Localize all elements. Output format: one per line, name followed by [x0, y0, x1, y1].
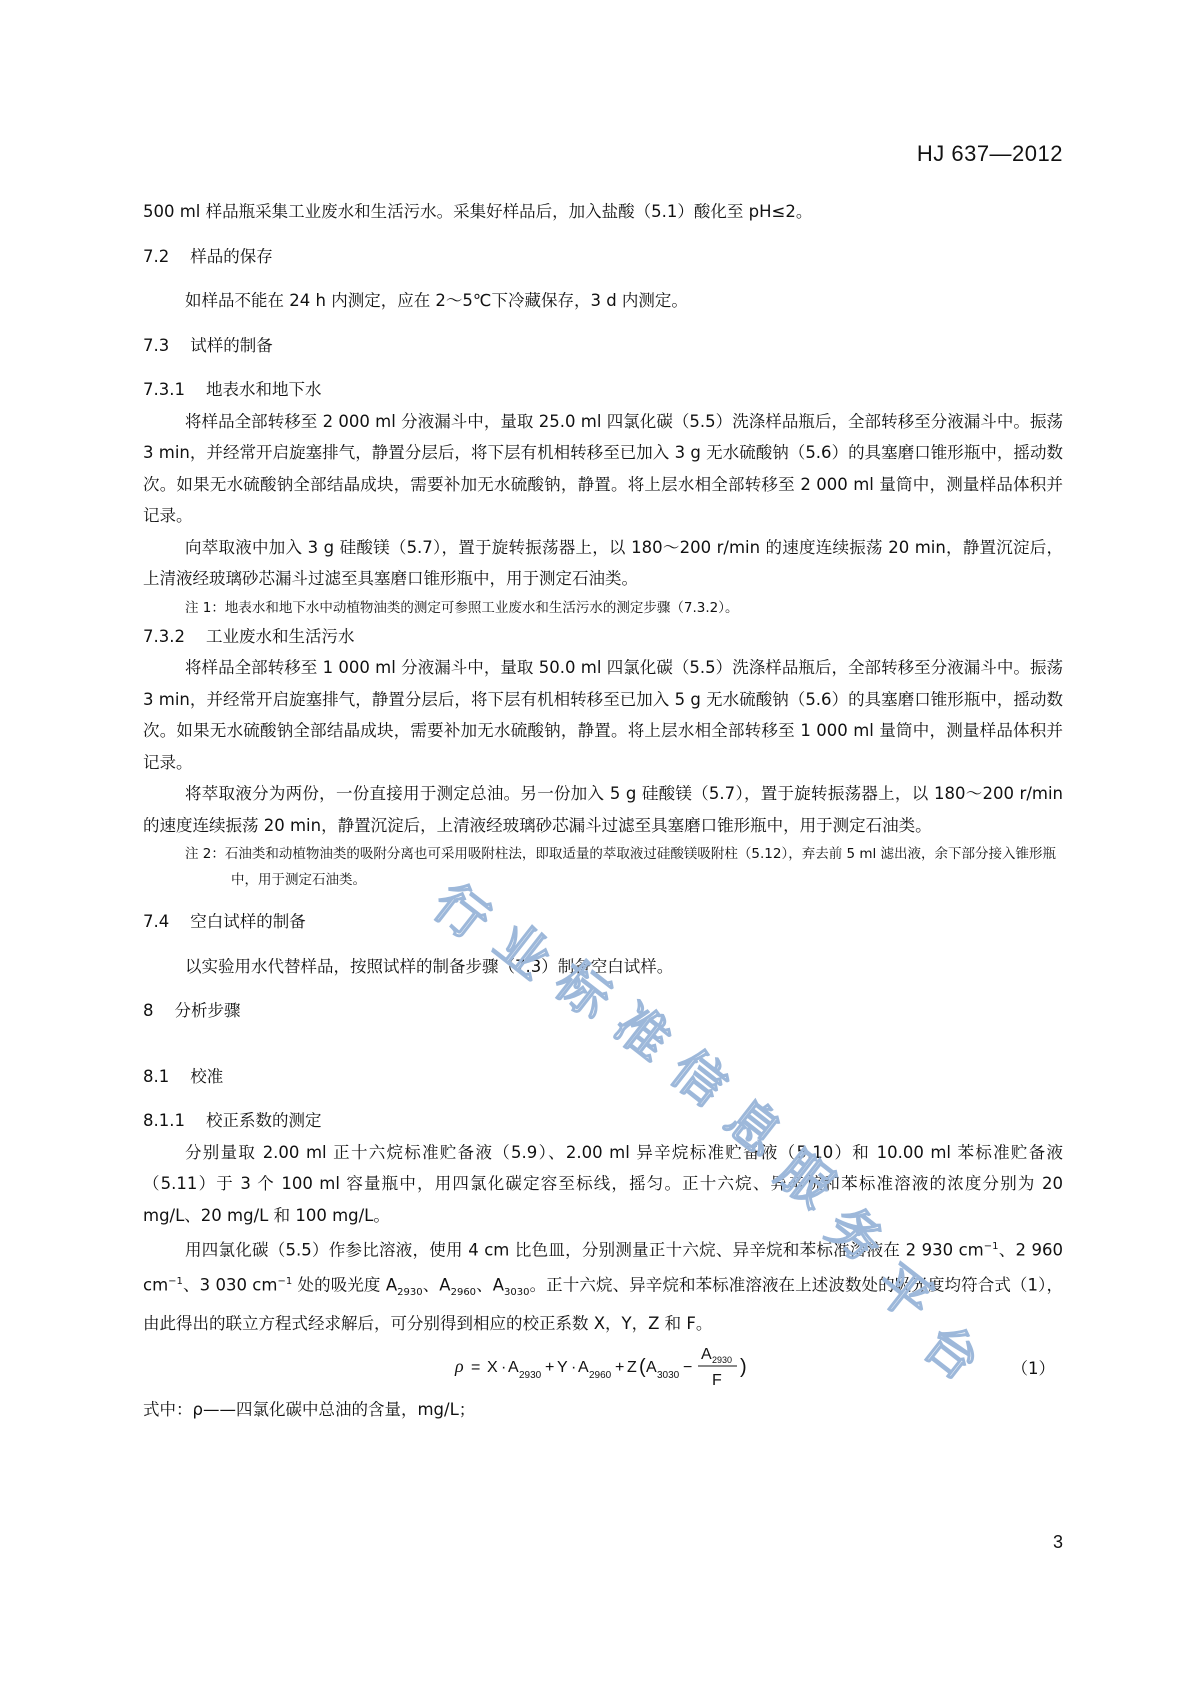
paragraph-7-2: 如样品不能在 24 h 内测定，应在 2～5℃下冷藏保存，3 d 内测定。: [185, 291, 688, 310]
section-number: 7.2: [143, 246, 170, 266]
section-7-3-heading: [143, 330, 1063, 362]
svg-text:·: ·: [501, 1358, 507, 1376]
section-title: 样品的保存: [190, 246, 273, 266]
watermark-char: 息: [713, 1087, 792, 1168]
svg-text:ρ: ρ: [455, 1355, 464, 1376]
section-title: 分析步骤: [174, 1001, 241, 1020]
svg-text:2930: 2930: [712, 1354, 733, 1365]
svg-text:A: A: [578, 1358, 589, 1376]
section-7-4-heading: [143, 906, 1063, 938]
svg-text:=: =: [471, 1358, 481, 1376]
watermark-char: 服: [765, 1140, 844, 1220]
section-number: 7.3: [143, 335, 170, 355]
section-8-1-heading: [143, 1061, 1063, 1093]
note-2: 注 2：石油类和动植物油类的吸附分离也可采用吸附柱法，即取适量的萃取液过硅酸镁吸附柱（5.12），弃去前 5 ml 滤出液，余下部分接入锥形瓶中，用于测定石油类。: [185, 846, 1057, 888]
section-7-3-2-heading: [143, 621, 1063, 653]
equation-number: （1）: [1011, 1358, 1055, 1378]
watermark-char: 标: [543, 951, 622, 1031]
svg-text:2960: 2960: [589, 1369, 612, 1381]
paragraph-7-3-1-a: 将样品全部转移至 2 000 ml 分液漏斗中，量取 25.0 ml 四氯化碳（5.5）洗涤样品瓶后，全部转移至分液漏斗中。振荡 3 min，并经常开启旋塞排气，静置分层后，将下层有机相转移至已加入 3 g 无水硫酸钠（5.6）的具塞磨口锥形瓶中，摇动数次。如果无水硫酸钠全部结晶成块，需要补加无水硫酸钠，静置。将上层水相全部转移至 2 000 ml 量筒中，测量样品体积并记录。: [143, 411, 1063, 525]
svg-text:Y: Y: [557, 1358, 568, 1376]
svg-text:A: A: [701, 1345, 712, 1363]
watermark-char: 信: [659, 1038, 738, 1119]
page-number: 3: [1052, 1532, 1063, 1552]
svg-text:−: −: [683, 1358, 693, 1376]
section-title: 试样的制备: [190, 335, 273, 355]
section-title: 地表水和地下水: [205, 380, 322, 399]
section-number: 7.3.2: [143, 626, 185, 646]
paragraph-7-3-2-a: 将样品全部转移至 1 000 ml 分液漏斗中，量取 50.0 ml 四氯化碳（5.5）洗涤样品瓶后，全部转移至分液漏斗中。振荡 3 min，并经常开启旋塞排气，静置分层后，将下层有机相转移至已加入 5 g 无水硫酸钠（5.6）的具塞磨口锥形瓶中，摇动数次。如果无水硫酸钠全部结晶成块，需要补加无水硫酸钠，静置。将上层水相全部转移至 1 000 ml 量筒中，测量样品体积并记录。: [143, 658, 1063, 772]
watermark-char: 行: [421, 872, 500, 953]
watermark-char: 准: [602, 993, 681, 1073]
paragraph-8-1-1-b: 用四氯化碳（5.5）作参比溶液，使用 4 cm 比色皿，分别测量正十六烷、异辛烷和苯标准溶液在 2 930 $cm^{-1}$、2 960 $cm^{-1}$、3 030 $cm^{-1}$ 处的吸光度 $A_{2930}$、$A_{2960}$、$A_{3030}$。正十六烷、异辛烷和苯标准溶液在上述波数处的吸光度均符合式（1），由此得出的联立方程式经求解后，可分别得到相应的校正系数 X，Y，Z 和 F。: [143, 1240, 1063, 1334]
paragraph-8-1-1-a: 分别量取 2.00 ml 正十六烷标准贮备液（5.9）、2.00 ml 异辛烷标准贮备液（5.10）和 10.00 ml 苯标准贮备液（5.11）于 3 个 100 ml 容量瓶中，用四氯化碳定容至标线，摇匀。正十六烷、异辛烷和苯标准溶液的浓度分别为 20 mg/L、20 mg/L 和 100 mg/L。: [143, 1142, 1063, 1225]
section-number: 7.3.1: [143, 380, 185, 399]
svg-text:·: ·: [571, 1358, 577, 1376]
paragraph-7-3-2-b: 将萃取液分为两份，一份直接用于测定总油。另一份加入 5 g 硅酸镁（5.7），置于旋转振荡器上，以 180～200 r/min 的速度连续振荡 20 min，静置沉淀后，上清液经玻璃砂芯漏斗过滤至具塞磨口锥形瓶中，用于测定石油类。: [143, 784, 1063, 835]
section-title: 工业废水和生活污水: [205, 626, 355, 646]
watermark-char: 平: [864, 1253, 943, 1334]
watermark-char: 业: [483, 911, 562, 991]
standard-code: HJ 637—2012: [916, 141, 1063, 166]
section-number: 8.1.1: [143, 1111, 185, 1130]
document-body: [143, 196, 1063, 1425]
svg-text:+: +: [615, 1358, 625, 1376]
svg-text:X: X: [487, 1358, 498, 1376]
section-title: 空白试样的制备: [190, 912, 306, 931]
note-1: 注 1：地表水和地下水中动植物油类的测定可参照工业废水和生活污水的测定步骤（7.3.2）。: [185, 599, 739, 616]
svg-text:): ): [740, 1355, 747, 1378]
paragraph-7-3-1-b: 向萃取液中加入 3 g 硅酸镁（5.7），置于旋转振荡器上，以 180～200 r/min 的速度连续振荡 20 min，静置沉淀后，上清液经玻璃砂芯漏斗过滤至具塞磨口锥形瓶中，用于测定石油类。: [143, 537, 1063, 588]
svg-text:(: (: [639, 1355, 646, 1378]
equation-formula: [453, 1342, 793, 1394]
section-8-heading: [143, 995, 1063, 1027]
section-number: 8: [143, 1001, 154, 1020]
paragraph-continued: 500 ml 样品瓶采集工业废水和生活污水。采集好样品后，加入盐酸（5.1）酸化至 pH≤2。: [143, 202, 813, 221]
section-title: 校准: [190, 1066, 224, 1086]
svg-text:A: A: [646, 1358, 657, 1376]
watermark-char: 务: [815, 1195, 894, 1276]
section-8-1-1-heading: [143, 1105, 1063, 1137]
svg-text:F: F: [712, 1371, 722, 1389]
svg-text:A: A: [508, 1358, 519, 1376]
svg-text:+: +: [545, 1358, 555, 1376]
svg-text:Z: Z: [627, 1358, 637, 1376]
variable-definition: 式中：ρ——四氯化碳中总油的含量，mg/L；: [143, 1399, 476, 1419]
paragraph-7-4: 以实验用水代替样品，按照试样的制备步骤（7.3）制备空白试样。: [185, 956, 674, 976]
section-number: 7.4: [143, 912, 170, 931]
watermark-char: 台: [911, 1312, 990, 1393]
svg-text:3030: 3030: [657, 1369, 680, 1381]
section-7-2-heading: [143, 241, 1063, 273]
equation-1: [143, 1342, 1063, 1394]
section-7-3-1-heading: [143, 374, 1063, 406]
svg-text:2930: 2930: [519, 1369, 542, 1381]
section-number: 8.1: [143, 1066, 170, 1086]
section-title: 校正系数的测定: [205, 1111, 322, 1130]
